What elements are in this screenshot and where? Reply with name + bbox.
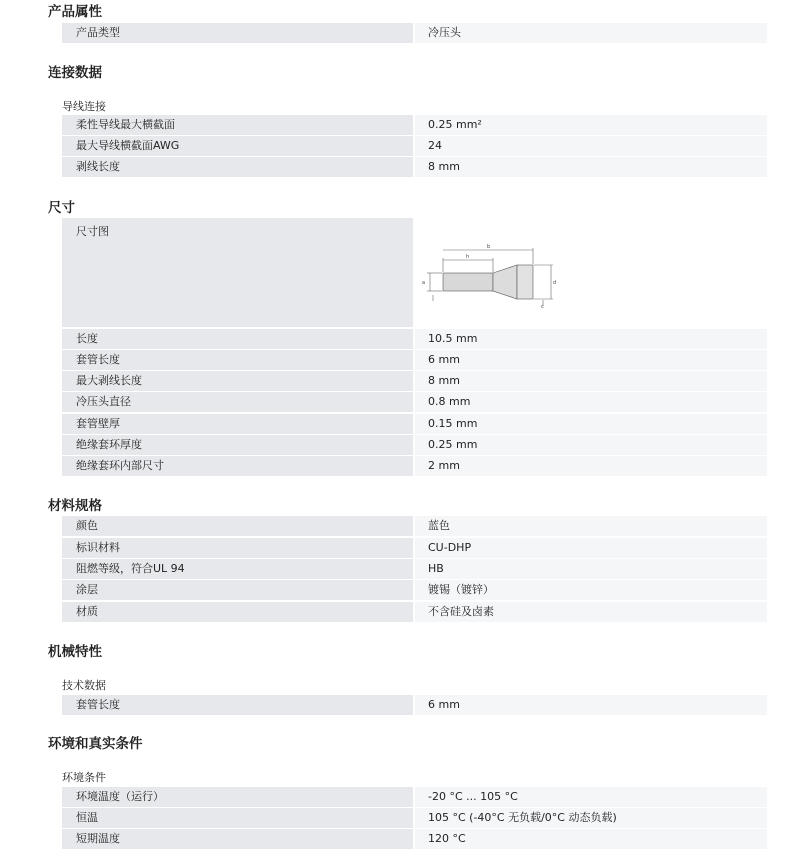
row-label: 冷压头直径 [62,392,413,412]
row-value: 105 °C (-40°C 无负载/0°C 动态负载) [415,808,767,828]
row-value: 8 mm [415,157,767,177]
table-row [62,695,767,716]
ferrule-dimension-drawing [419,240,569,308]
row-value: 10.5 mm [415,329,767,349]
dimension-drawing-cell [415,218,767,327]
row-value: 冷压头 [415,23,767,43]
table-row [62,414,767,435]
dim-mark-d: d [553,280,557,286]
table-row [62,580,767,601]
row-label: 尺寸图 [62,218,413,327]
row-label: 环境温度（运行） [62,787,413,807]
section-title-material-specs: 材料规格 [48,498,102,514]
table-row [62,157,767,178]
row-label: 短期温度 [62,829,413,849]
section-title-mechanical: 机械特性 [48,644,102,660]
table-row [62,435,767,456]
section-title-environment: 环境和真实条件 [48,736,143,752]
dim-mark-c: c [541,304,544,308]
row-value: 8 mm [415,371,767,391]
subsection-title-technical-data: 技术数据 [62,679,106,692]
row-label: 最大导线横截面AWG [62,136,413,156]
row-label: 剥线长度 [62,157,413,177]
row-value: 24 [415,136,767,156]
row-value: 蓝色 [415,516,767,536]
row-label: 恒温 [62,808,413,828]
table-row [62,787,767,808]
row-label: 材质 [62,602,413,622]
row-value: HB [415,559,767,579]
section-title-product-attributes: 产品属性 [48,4,102,20]
row-label: 标识材料 [62,538,413,558]
row-label: 绝缘套环内部尺寸 [62,456,413,476]
row-value: 6 mm [415,695,767,715]
row-value: 0.25 mm [415,435,767,455]
row-label: 绝缘套环厚度 [62,435,413,455]
table-row [62,602,767,623]
row-label: 涂层 [62,580,413,600]
row-value: 0.25 mm² [415,115,767,135]
table-row [62,456,767,477]
row-value: 6 mm [415,350,767,370]
row-value: 不含硅及卤素 [415,602,767,622]
table-row [62,329,767,350]
row-label: 套管长度 [62,695,413,715]
row-label: 最大剥线长度 [62,371,413,391]
row-value: 0.15 mm [415,414,767,434]
row-value: 2 mm [415,456,767,476]
table-row [62,23,767,44]
dim-mark-b: b [487,244,491,250]
row-value: 镀锡（镀锌） [415,580,767,600]
table-row [62,808,767,829]
subsection-title-ambient-conditions: 环境条件 [62,771,106,784]
row-label: 套管长度 [62,350,413,370]
row-label: 产品类型 [62,23,413,43]
row-label: 阻燃等级，符合UL 94 [62,559,413,579]
dim-mark-h: h [466,254,470,260]
table-row [62,371,767,392]
row-value: 120 °C [415,829,767,849]
dim-mark-a: a [422,280,426,286]
table-row [62,136,767,157]
table-row [62,392,767,413]
table-row [62,559,767,580]
table-row [62,829,767,850]
subsection-title-wire-connection: 导线连接 [62,100,106,113]
row-value: -20 °C ... 105 °C [415,787,767,807]
row-value: CU-DHP [415,538,767,558]
table-row [62,516,767,537]
dimension-drawing-row [62,218,767,328]
table-row [62,350,767,371]
row-label: 套管壁厚 [62,414,413,434]
row-label: 颜色 [62,516,413,536]
section-title-dimensions: 尺寸 [48,200,75,216]
section-title-connection-data: 连接数据 [48,65,102,81]
table-row [62,538,767,559]
row-label: 柔性导线最大横截面 [62,115,413,135]
row-label: 长度 [62,329,413,349]
table-row [62,115,767,136]
row-value: 0.8 mm [415,392,767,412]
